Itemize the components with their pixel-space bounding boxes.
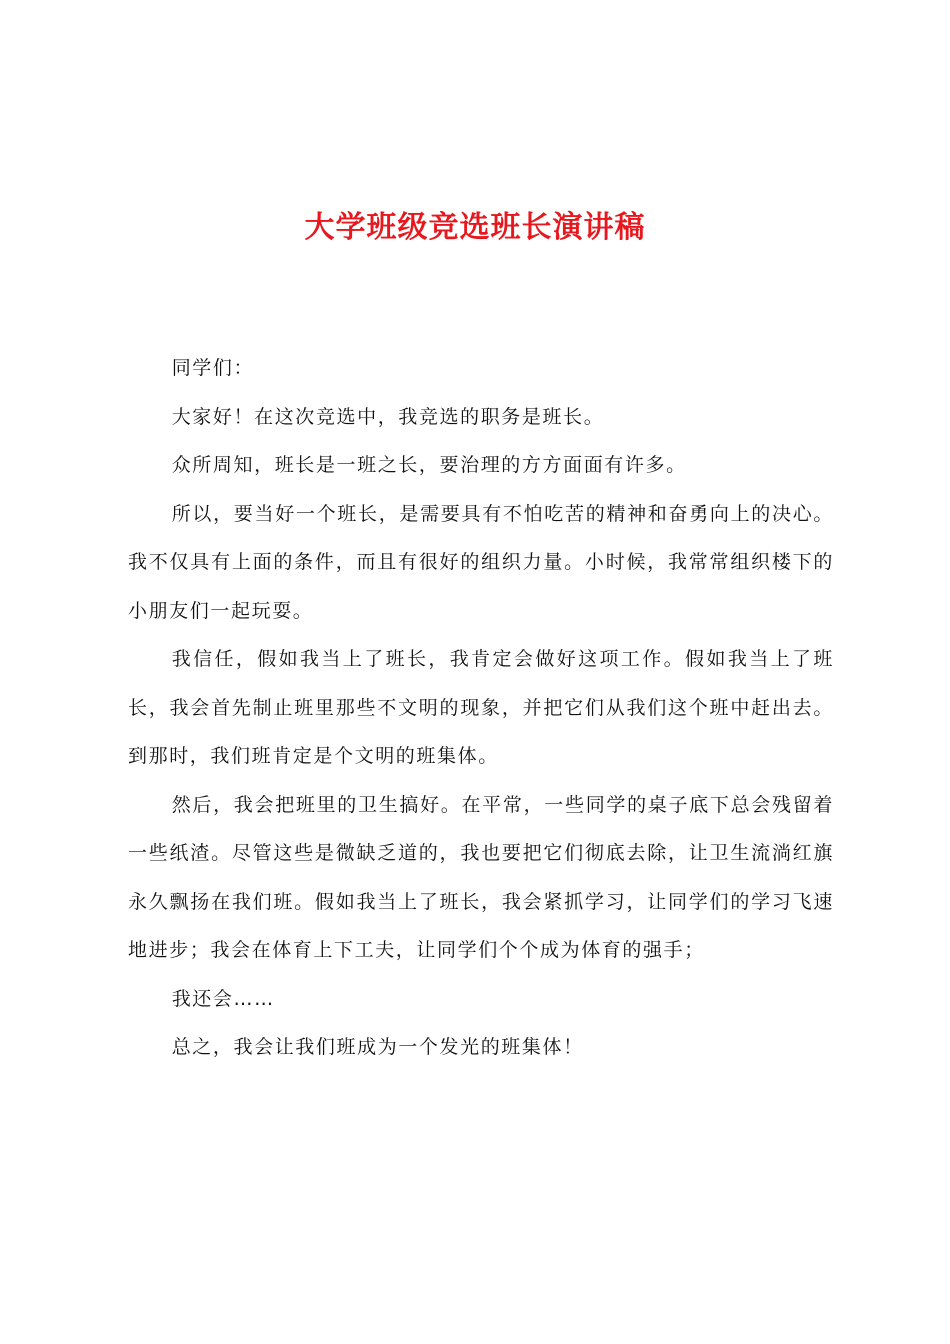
paragraph-plan-civility: 我信任，假如我当上了班长，我肯定会做好这项工作。假如我当上了班长，我会首先制止班里那些不文明的现象，并把它们从我们这个班中赶出去。到那时，我们班肯定是个文明的班集体。	[128, 648, 834, 767]
paragraph-qualification: 所以，要当好一个班长，是需要具有不怕吃苦的精神和奋勇向上的决心。我不仅具有上面的条件，而且有很好的组织力量。小时候，我常常组织楼下的小朋友们一起玩耍。	[128, 502, 834, 622]
paragraph-more: 我还会……	[171, 987, 275, 1010]
paragraph-greeting: 同学们：	[171, 357, 255, 379]
paragraph-plan-hygiene: 然后，我会把班里的卫生搞好。在平常，一些同学的桌子底下总会残留着一些纸渣。尽管这些是微缺乏道的，我也要把它们彻底去除，让卫生流淌红旗永久飘扬在我们班。假如我当上了班长，我会紧抓学习，让同学们的学习飞速地进步；我会在体育上下工夫，让同学们个个成为体育的强手；	[128, 793, 834, 961]
paragraph-duty: 众所周知，班长是一班之长，要治理的方方面面有许多。	[171, 454, 687, 476]
paragraph-conclusion: 总之，我会让我们班成为一个发光的班集体！	[171, 1036, 584, 1058]
document-body	[128, 344, 834, 1072]
paragraph-intro: 大家好！在这次竞选中，我竞选的职务是班长。	[171, 405, 605, 428]
document-title: 大学班级竞选班长演讲稿	[304, 210, 646, 245]
